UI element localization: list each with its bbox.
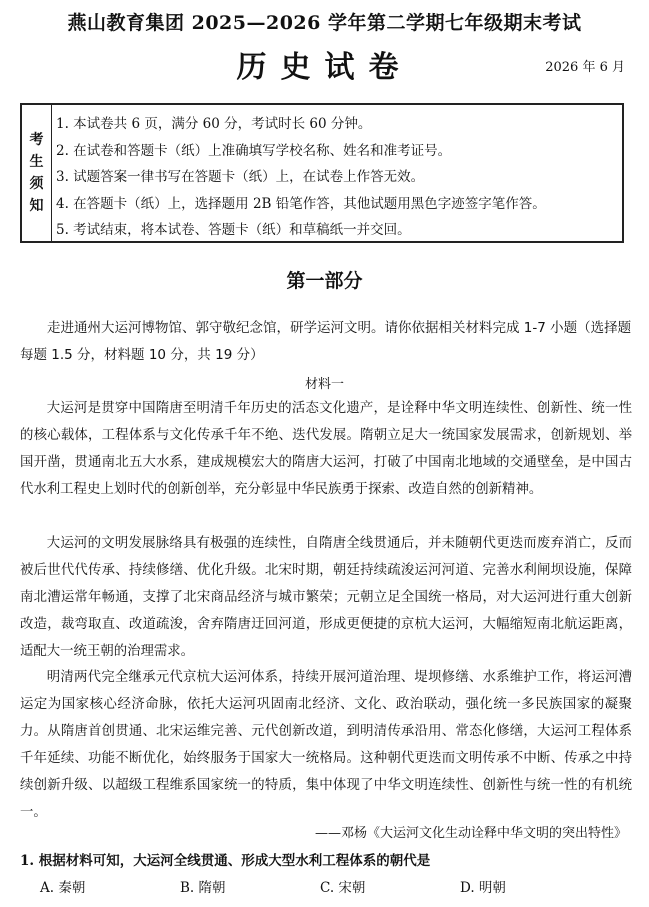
notice-heading-char: 生: [29, 154, 44, 170]
notice-item: 2. 在试卷和答题卡（纸）上准确填写学校名称、姓名和准考证号。: [56, 142, 452, 159]
option-c: C. 宋朝: [320, 880, 366, 896]
notice-heading-char: 知: [29, 198, 44, 214]
notice-heading: [22, 105, 52, 241]
answer-options: [40, 876, 600, 896]
option-a: A. 秦朝: [40, 880, 86, 896]
notice-heading-char: 考: [29, 132, 44, 148]
option-d: D. 明朝: [460, 880, 506, 896]
material-paragraph: 大运河是贯穿中国隋唐至明清千年历史的活态文化遗产，是诠释中华文明连续性、创新性、统一性的核心载体，工程体系与文化传承千年不绝、迭代发展。隋朝立足大一统国家发展需求，创新规划、举国开凿，贯通南北五大水系，建成规模宏大的隋唐大运河，打破了中国南北地域的交通壁垒，是中国古代水利工程史上划时代的创新创举，充分彰显中华民族勇于探索、改造自然的创新精神。: [20, 401, 632, 497]
notice-item: 1. 本试卷共 6 页，满分 60 分，考试时长 60 分钟。: [56, 116, 372, 132]
notice-heading-char: 须: [29, 176, 44, 192]
section-intro: 走进通州大运河博物馆、郭守敬纪念馆，研学运河文明。请你依据相关材料完成 1-7 小题（选择题每题 1.5 分，材料题 10 分，共 19 分）: [20, 320, 632, 363]
notice-list: [56, 111, 618, 244]
part-title: 第一部分: [286, 270, 363, 292]
question-stem: 1. 根据材料可知，大运河全线贯通、形成大型水利工程体系的朝代是: [20, 853, 431, 869]
material-title: 材料一: [304, 377, 344, 392]
notice-item: 3. 试题答案一律书写在答题卡（纸）上，在试卷上作答无效。: [56, 169, 425, 185]
candidate-notice-box: [20, 103, 624, 243]
material-paragraph: 大运河的文明发展脉络具有极强的连续性，自隋唐全线贯通后，并未随朝代更迭而废弃消亡，反而被后世代代传承、持续修缮、优化升级。北宋时期，朝廷持续疏浚运河河道、完善水利闸坝设施，保障南北漕运常年畅通，支撑了北宋商品经济与城市繁荣；元朝立足全国统一格局，对大运河进行重大创新改造，裁弯取直、改道疏浚，舍弃隋唐迂回河道，形成更便捷的京杭大运河，大幅缩短南北航运距离，适配大一统王朝的治理需求。: [20, 536, 632, 659]
notice-item: 5. 考试结束，将本试卷、答题卡（纸）和草稿纸一并交回。: [56, 222, 411, 238]
notice-item: 4. 在答题卡（纸）上，选择题用 2B 铅笔作答，其他试题用黑色字迹签字笔作答。: [56, 195, 546, 212]
subject-title: 历史试卷: [236, 50, 413, 85]
material-paragraph: 明清两代完全继承元代京杭大运河体系，持续开展河道治理、堤坝修缮、水系维护工作，将运河漕运定为国家核心经济命脉，依托大运河巩固南北经济、文化、政治联动，强化统一多民族国家的凝聚力。从隋唐首创贯通、北宋运维完善、元代创新改道，到明清传承沿用、常态化修缮，大运河工程体系千年延续、功能不断优化，始终服务于国家大一统格局。这种朝代更迭而文明传承不中断、传承之中持续创新升级、以超级工程维系国家统一的特质，集中体现了中华文明连续性、创新性与统一性的有机统一。: [20, 670, 632, 820]
option-b: B. 隋朝: [180, 880, 226, 896]
exam-date: 2026 年 6 月: [545, 60, 625, 75]
exam-title: 燕山教育集团 2025—2026 学年第二学期七年级期末考试: [67, 12, 582, 34]
material-source: ——邓杨《大运河文化生动诠释中华文明的突出特性》: [314, 826, 627, 841]
